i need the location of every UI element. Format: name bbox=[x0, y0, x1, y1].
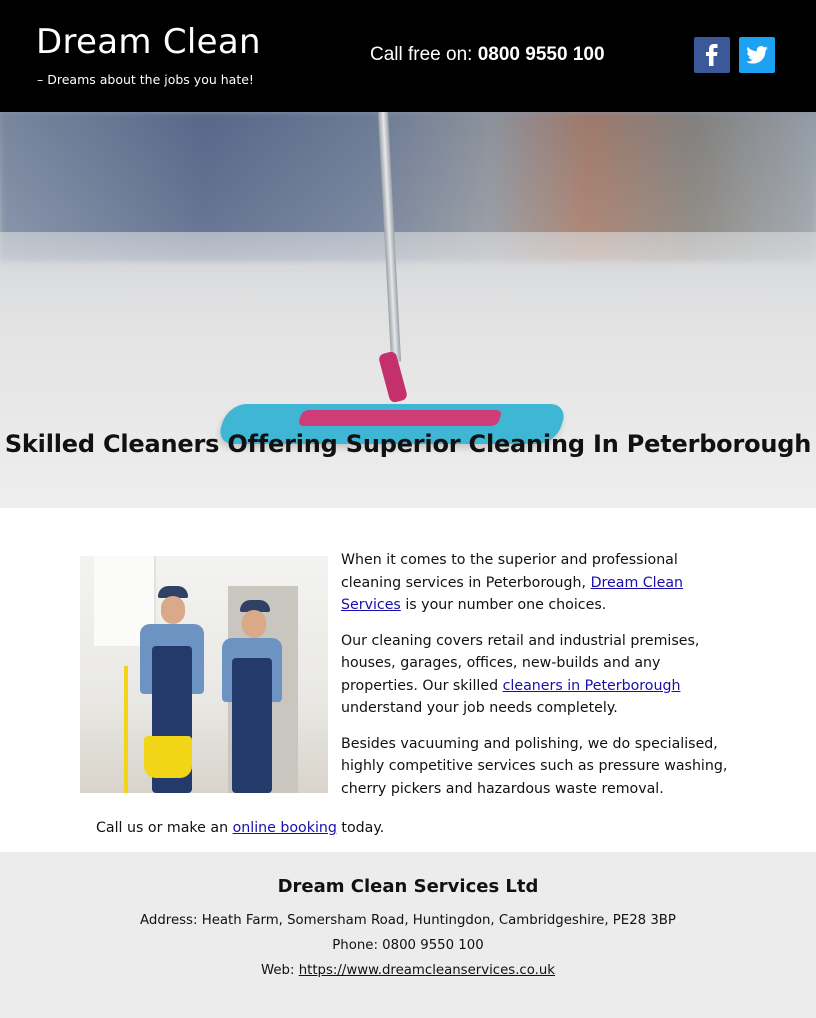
apron bbox=[232, 658, 272, 793]
paragraph-1 bbox=[341, 549, 733, 617]
p2-text-end: understand your job needs completely. bbox=[341, 700, 618, 716]
cleaner-woman bbox=[218, 600, 288, 793]
footer-web bbox=[0, 963, 816, 978]
footer-phone: Phone: 0800 9550 100 bbox=[332, 938, 484, 953]
footer-address: Address: Heath Farm, Somersham Road, Huntingdon, Cambridgeshire, PE28 3BP bbox=[140, 913, 676, 928]
paragraph-2 bbox=[341, 630, 733, 720]
facebook-icon bbox=[703, 44, 721, 66]
yellow-bucket bbox=[144, 736, 192, 778]
hero-floor bbox=[0, 232, 816, 508]
cleaners-peterborough-link[interactable]: cleaners in Peterborough bbox=[502, 677, 681, 694]
footer-web-link[interactable]: https://www.dreamcleanservices.co.uk bbox=[298, 963, 555, 978]
mop-pole bbox=[124, 666, 128, 793]
footer-web-label: Web: bbox=[260, 963, 299, 978]
site-footer bbox=[0, 852, 816, 1018]
page-title: Skilled Cleaners Offering Superior Cleaning In Peterborough bbox=[4, 430, 812, 458]
twitter-icon bbox=[746, 46, 768, 64]
p2-text: Our cleaning covers retail and industrial premises, houses, garages, offices, new-builds and any properties. Our skilled bbox=[341, 632, 700, 694]
call-free-number[interactable]: 0800 9550 100 bbox=[477, 44, 605, 65]
p1-text-end: is your number one choices. bbox=[400, 597, 607, 613]
paragraph-3: Besides vacuuming and polishing, we do specialised, highly competitive services such as pressure washing, cherry pickers and hazardous waste removal. bbox=[341, 735, 728, 797]
dream-clean-services-link[interactable]: Dream Clean Services bbox=[341, 574, 684, 613]
p1-text: When it comes to the superior and professional cleaning services in Peterborough, bbox=[341, 552, 678, 591]
face bbox=[161, 596, 185, 624]
mop-plate bbox=[297, 410, 502, 426]
call-to-action bbox=[96, 820, 384, 836]
call-free-label: Call free on: bbox=[370, 44, 478, 65]
brand-title[interactable]: Dream Clean bbox=[36, 22, 261, 62]
face bbox=[242, 610, 266, 638]
site-header bbox=[0, 0, 816, 112]
cta-text-end: today. bbox=[336, 820, 385, 836]
hero-banner bbox=[0, 112, 816, 508]
twitter-button[interactable] bbox=[739, 37, 775, 73]
call-free-text bbox=[370, 44, 605, 66]
intro-text bbox=[341, 549, 733, 813]
online-booking-link[interactable]: online booking bbox=[232, 820, 337, 836]
cleaners-photo bbox=[80, 556, 328, 793]
facebook-button[interactable] bbox=[694, 37, 730, 73]
brand-tagline: – Dreams about the jobs you hate! bbox=[37, 72, 254, 87]
footer-company-name: Dream Clean Services Ltd bbox=[277, 876, 539, 897]
cta-text: Call us or make an bbox=[96, 820, 233, 836]
